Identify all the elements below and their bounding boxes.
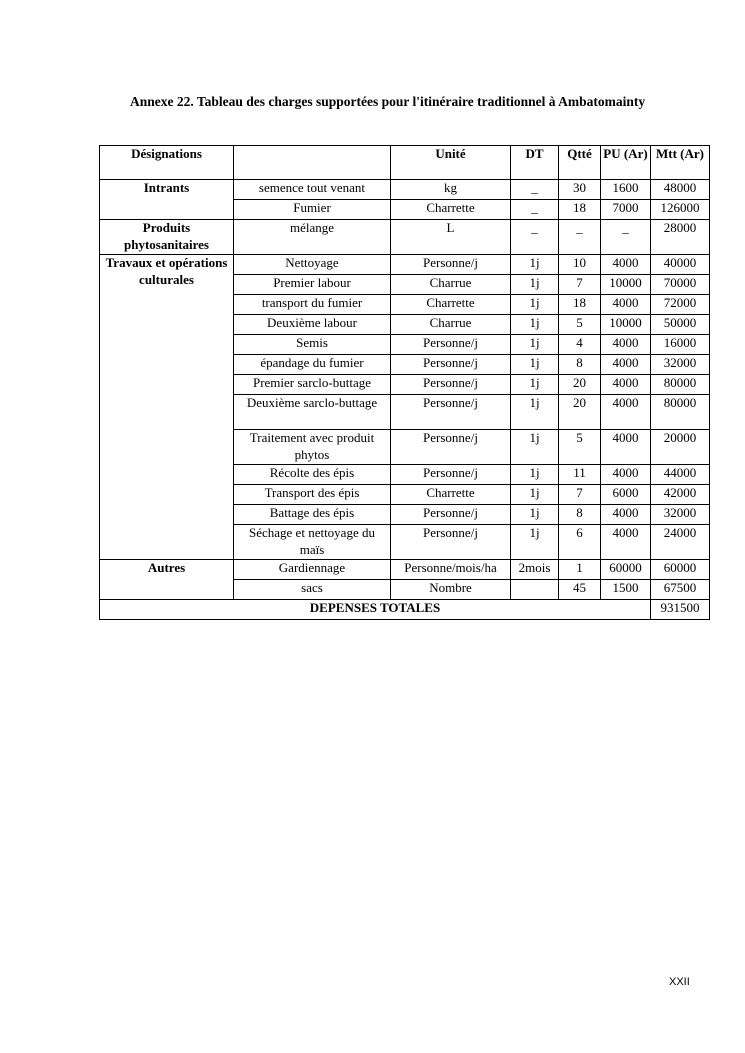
row-unite: Personne/j xyxy=(391,525,511,560)
row-unite: Personne/j xyxy=(391,395,511,430)
category-produits-phytosanitaires: Produits phytosanitaires xyxy=(100,220,234,255)
row-unite: kg xyxy=(391,180,511,200)
row-item: Battage des épis xyxy=(234,505,391,525)
row-mtt: 72000 xyxy=(651,295,710,315)
row-unite: Nombre xyxy=(391,580,511,600)
row-mtt: 24000 xyxy=(651,525,710,560)
category-autres: Autres xyxy=(100,560,234,600)
row-qtte: 20 xyxy=(559,375,601,395)
row-dt: 1j xyxy=(511,395,559,430)
row-qtte: 8 xyxy=(559,355,601,375)
row-dt: 1j xyxy=(511,275,559,295)
row-qtte: _ xyxy=(559,220,601,255)
total-row xyxy=(100,600,710,620)
row-mtt: 48000 xyxy=(651,180,710,200)
row-mtt: 16000 xyxy=(651,335,710,355)
page-number: XXII xyxy=(669,976,690,988)
row-pu: 4000 xyxy=(601,525,651,560)
row-mtt: 80000 xyxy=(651,375,710,395)
row-pu: 10000 xyxy=(601,275,651,295)
row-pu: 60000 xyxy=(601,560,651,580)
row-dt: _ xyxy=(511,200,559,220)
row-pu: 4000 xyxy=(601,295,651,315)
row-mtt: 67500 xyxy=(651,580,710,600)
row-pu: 4000 xyxy=(601,505,651,525)
row-pu: 4000 xyxy=(601,255,651,275)
row-mtt: 70000 xyxy=(651,275,710,295)
row-unite: L xyxy=(391,220,511,255)
row-pu: 1600 xyxy=(601,180,651,200)
row-unite: Charrue xyxy=(391,275,511,295)
row-item: Transport des épis xyxy=(234,485,391,505)
row-item: mélange xyxy=(234,220,391,255)
row-unite: Personne/j xyxy=(391,465,511,485)
row-pu: _ xyxy=(601,220,651,255)
row-item: Traitement avec produit phytos xyxy=(234,430,391,465)
header-qtte: Qtté xyxy=(559,146,601,180)
category-intrants: Intrants xyxy=(100,180,234,220)
row-unite: Charrette xyxy=(391,485,511,505)
row-qtte: 45 xyxy=(559,580,601,600)
row-unite: Charrette xyxy=(391,295,511,315)
row-mtt: 32000 xyxy=(651,355,710,375)
row-pu: 4000 xyxy=(601,395,651,430)
row-mtt: 42000 xyxy=(651,485,710,505)
row-item: Séchage et nettoyage du maïs xyxy=(234,525,391,560)
row-mtt: 126000 xyxy=(651,200,710,220)
row-qtte: 7 xyxy=(559,275,601,295)
row-mtt: 60000 xyxy=(651,560,710,580)
row-item: Fumier xyxy=(234,200,391,220)
row-pu: 6000 xyxy=(601,485,651,505)
table-row xyxy=(100,560,710,580)
row-item: Récolte des épis xyxy=(234,465,391,485)
row-dt xyxy=(511,580,559,600)
table-row xyxy=(100,220,710,255)
row-unite: Personne/j xyxy=(391,375,511,395)
row-item: transport du fumier xyxy=(234,295,391,315)
header-designations: Désignations xyxy=(100,146,234,180)
row-dt: 1j xyxy=(511,315,559,335)
row-dt: 1j xyxy=(511,295,559,315)
row-qtte: 30 xyxy=(559,180,601,200)
row-item: Semis xyxy=(234,335,391,355)
row-dt: _ xyxy=(511,220,559,255)
row-qtte: 4 xyxy=(559,335,601,355)
row-pu: 10000 xyxy=(601,315,651,335)
row-qtte: 1 xyxy=(559,560,601,580)
row-mtt: 50000 xyxy=(651,315,710,335)
row-item: Premier labour xyxy=(234,275,391,295)
row-item: Gardiennage xyxy=(234,560,391,580)
row-dt: 1j xyxy=(511,335,559,355)
row-item: Premier sarclo-buttage xyxy=(234,375,391,395)
header-unite: Unité xyxy=(391,146,511,180)
row-pu: 4000 xyxy=(601,335,651,355)
total-value: 931500 xyxy=(651,600,710,620)
row-dt: 1j xyxy=(511,430,559,465)
table-row xyxy=(100,180,710,200)
row-pu: 1500 xyxy=(601,580,651,600)
row-qtte: 5 xyxy=(559,430,601,465)
row-qtte: 10 xyxy=(559,255,601,275)
row-pu: 4000 xyxy=(601,430,651,465)
row-qtte: 6 xyxy=(559,525,601,560)
header-mtt: Mtt (Ar) xyxy=(651,146,710,180)
row-item: Deuxième labour xyxy=(234,315,391,335)
total-label: DEPENSES TOTALES xyxy=(100,600,651,620)
category-travaux: Travaux et opérations culturales xyxy=(100,255,234,560)
row-pu: 4000 xyxy=(601,375,651,395)
row-unite: Personne/j xyxy=(391,355,511,375)
row-qtte: 18 xyxy=(559,295,601,315)
row-qtte: 20 xyxy=(559,395,601,430)
row-item: Deuxième sarclo-buttage xyxy=(234,395,391,430)
row-qtte: 18 xyxy=(559,200,601,220)
header-item xyxy=(234,146,391,180)
row-mtt: 80000 xyxy=(651,395,710,430)
row-unite: Personne/j xyxy=(391,430,511,465)
row-qtte: 5 xyxy=(559,315,601,335)
header-pu: PU (Ar) xyxy=(601,146,651,180)
row-unite: Charrette xyxy=(391,200,511,220)
row-unite: Personne/j xyxy=(391,255,511,275)
header-dt: DT xyxy=(511,146,559,180)
row-dt: 2mois xyxy=(511,560,559,580)
row-unite: Charrue xyxy=(391,315,511,335)
row-item: sacs xyxy=(234,580,391,600)
row-qtte: 8 xyxy=(559,505,601,525)
row-item: semence tout venant xyxy=(234,180,391,200)
row-dt: 1j xyxy=(511,505,559,525)
row-item: Nettoyage xyxy=(234,255,391,275)
row-pu: 4000 xyxy=(601,465,651,485)
row-dt: 1j xyxy=(511,255,559,275)
row-pu: 7000 xyxy=(601,200,651,220)
row-dt: 1j xyxy=(511,485,559,505)
row-dt: _ xyxy=(511,180,559,200)
row-unite: Personne/j xyxy=(391,335,511,355)
row-dt: 1j xyxy=(511,465,559,485)
table-row xyxy=(100,255,710,275)
table-caption: Annexe 22. Tableau des charges supportées pour l'itinéraire traditionnel à Ambatomainty xyxy=(130,94,646,109)
row-unite: Personne/mois/ha xyxy=(391,560,511,580)
row-qtte: 7 xyxy=(559,485,601,505)
row-mtt: 40000 xyxy=(651,255,710,275)
row-mtt: 28000 xyxy=(651,220,710,255)
row-dt: 1j xyxy=(511,355,559,375)
row-mtt: 32000 xyxy=(651,505,710,525)
row-dt: 1j xyxy=(511,525,559,560)
charges-table xyxy=(99,145,710,620)
row-qtte: 11 xyxy=(559,465,601,485)
row-mtt: 44000 xyxy=(651,465,710,485)
row-item: épandage du fumier xyxy=(234,355,391,375)
row-dt: 1j xyxy=(511,375,559,395)
row-mtt: 20000 xyxy=(651,430,710,465)
header-row xyxy=(100,146,710,180)
row-unite: Personne/j xyxy=(391,505,511,525)
row-pu: 4000 xyxy=(601,355,651,375)
